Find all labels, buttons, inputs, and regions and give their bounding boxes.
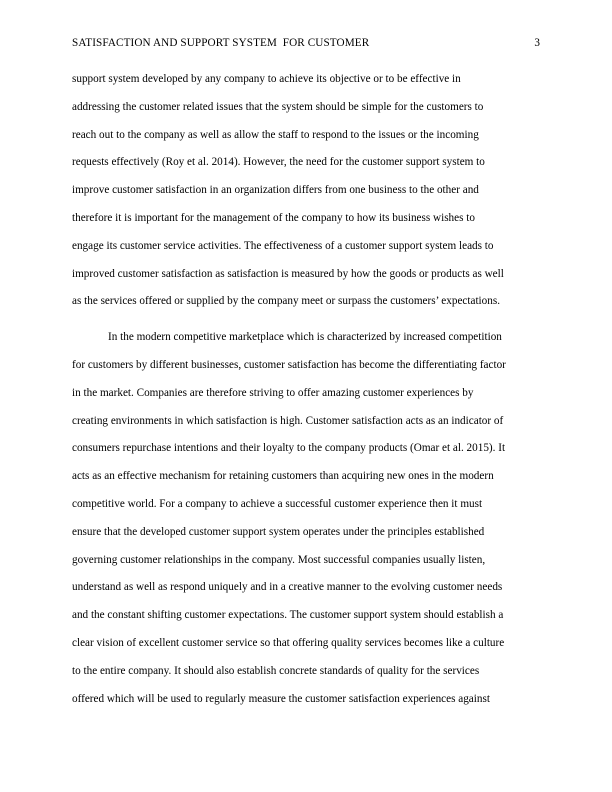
text-line: creating environments in which satisfaction is high. Customer satisfaction acts as an indicator of — [72, 414, 504, 427]
text-line: offered which will be used to regularly measure the customer satisfaction experiences against — [72, 692, 490, 705]
text-line: In the modern competitive marketplace which is characterized by increased competition — [108, 331, 502, 344]
text-line: improved customer satisfaction as satisfaction is measured by how the goods or products as well — [72, 267, 504, 280]
text-line: to the entire company. It should also establish concrete standards of quality for the services — [72, 664, 480, 677]
text-line: engage its customer service activities. The effectiveness of a customer support system leads to — [72, 239, 494, 252]
text-line: ensure that the developed customer support system operates under the principles established — [72, 525, 485, 538]
text-line: competitive world. For a company to achieve a successful customer experience then it must — [72, 497, 483, 510]
text-line: governing customer relationships in the company. Most successful companies usually listen, — [72, 553, 486, 566]
text-line: therefore it is important for the management of the company to how its business wishes to — [72, 211, 475, 224]
text-line: improve customer satisfaction in an organization differs from one business to the other and — [72, 184, 479, 197]
text-line: clear vision of excellent customer service so that offering quality services becomes like a culture — [72, 636, 505, 649]
text-line: understand as well as respond uniquely and in a creative manner to the evolving customer needs — [72, 581, 503, 594]
paragraph-1 — [72, 66, 548, 316]
text-line: in the market. Companies are therefore striving to offer amazing customer experiences by — [72, 386, 474, 399]
paragraph-2 — [72, 324, 548, 713]
running-head: SATISFACTION AND SUPPORT SYSTEM FOR CUSTOMER — [72, 37, 370, 49]
text-line: requests effectively (Roy et al. 2014). However, the need for the customer support system to — [72, 156, 485, 169]
body-text — [72, 66, 548, 713]
text-line: addressing the customer related issues that the system should be simple for the customers to — [72, 100, 484, 113]
text-line: for customers by different businesses, customer satisfaction has become the differentiating factor — [72, 358, 506, 371]
text-line: consumers repurchase intentions and their loyalty to the company products (Omar et al. 2015). It — [72, 442, 506, 455]
text-line: support system developed by any company to achieve its objective or to be effective in — [72, 73, 461, 85]
text-line: and the constant shifting customer expectations. The customer support system should establish a — [72, 609, 504, 622]
text-line: reach out to the company as well as allow the staff to respond to the issues or the incoming — [72, 128, 479, 141]
text-line: as the services offered or supplied by the company meet or surpass the customers’ expectations. — [72, 295, 500, 308]
page-number: 3 — [534, 37, 540, 49]
text-line: acts as an effective mechanism for retaining customers than acquiring new ones in the modern — [72, 470, 494, 483]
